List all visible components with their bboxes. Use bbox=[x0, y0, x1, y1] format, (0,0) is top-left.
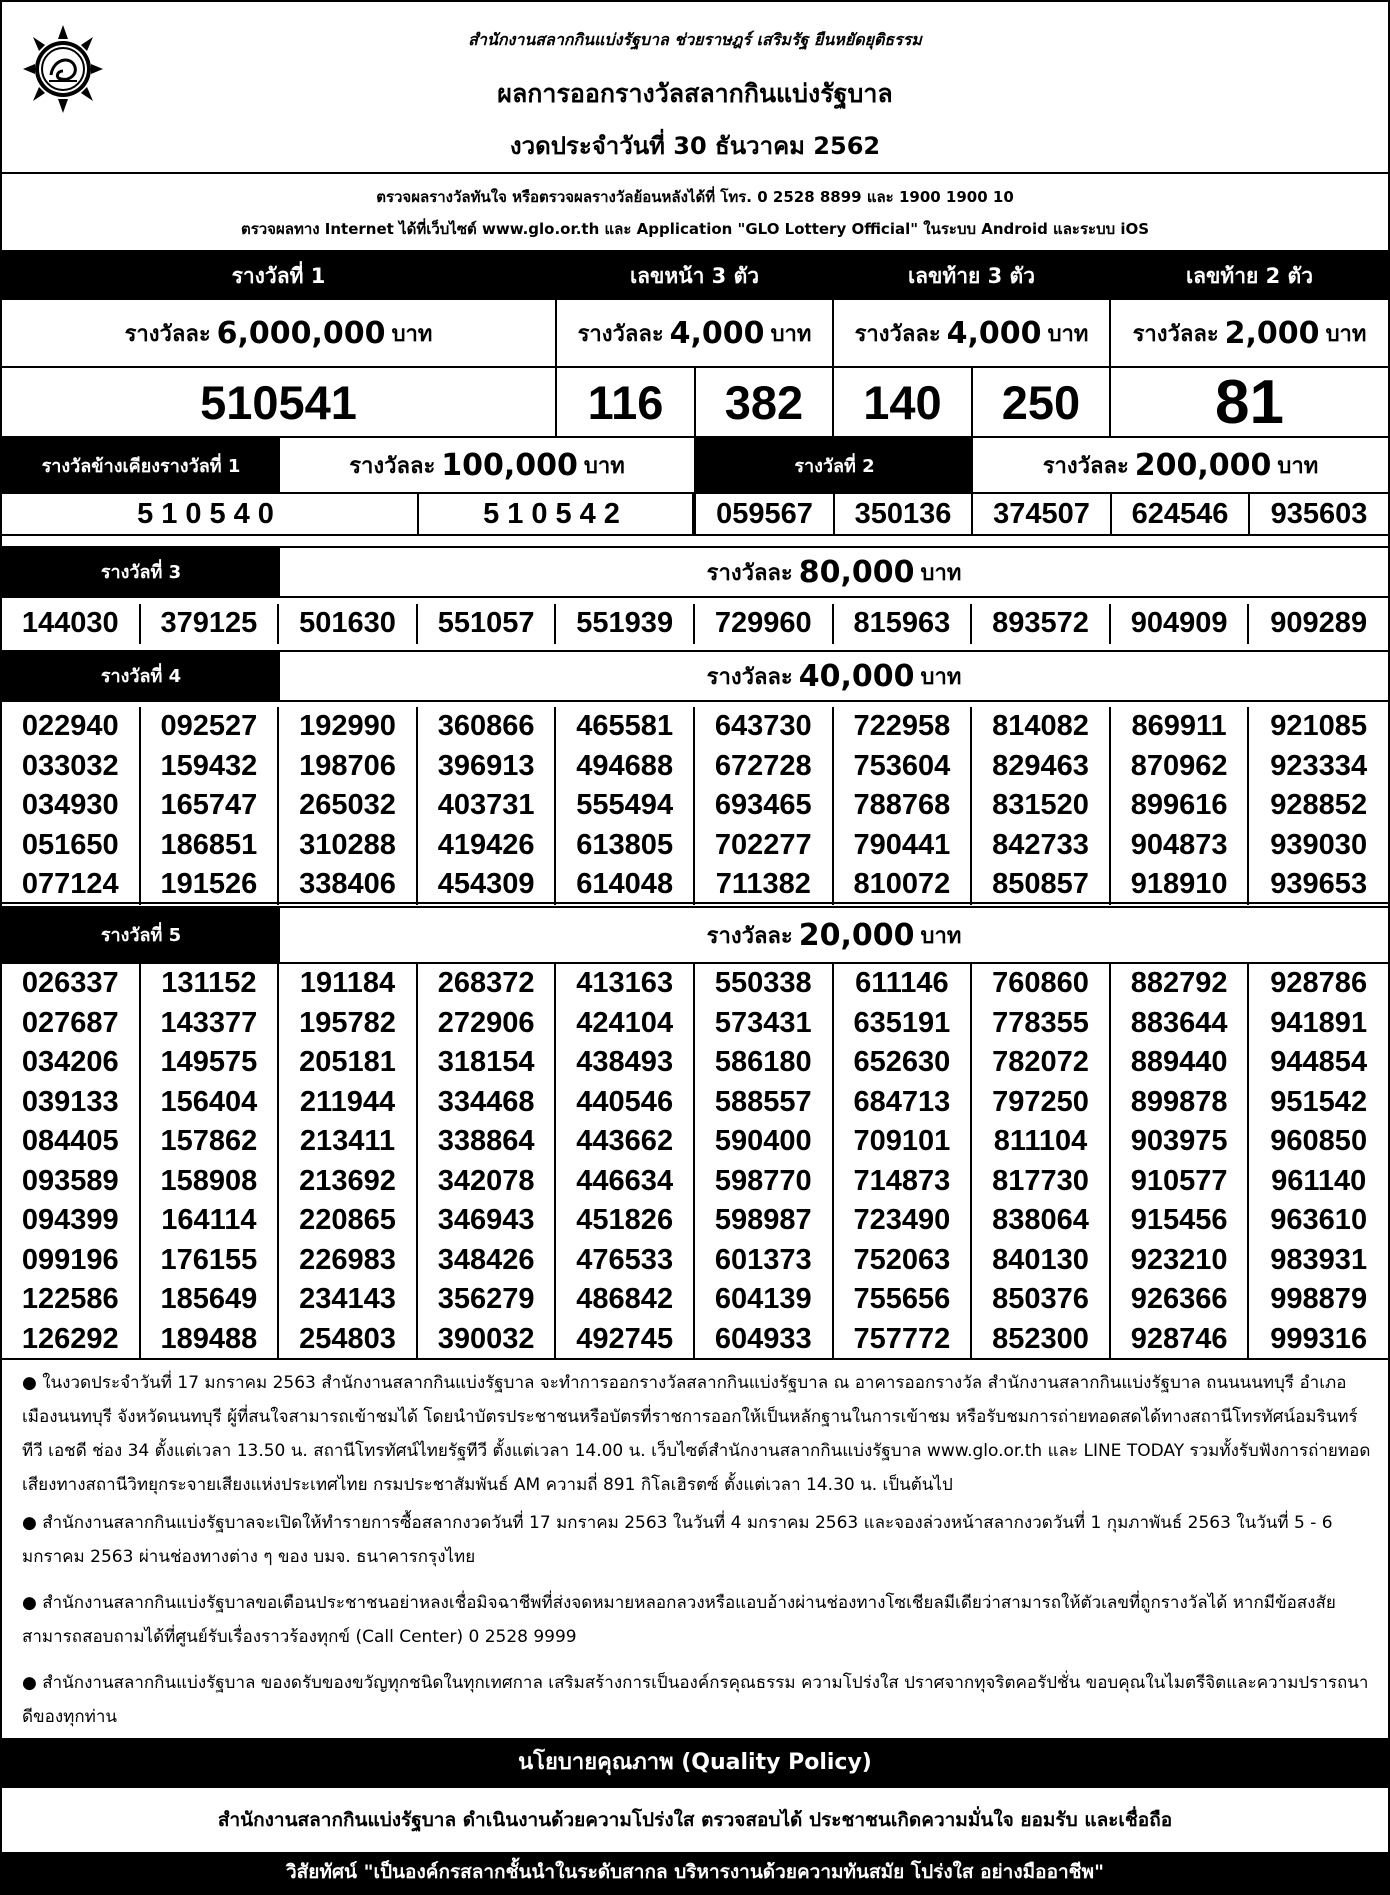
prize5-number: 723490 bbox=[834, 1201, 973, 1241]
prize5-number: 034206 bbox=[2, 1043, 141, 1083]
prize1-number: 510541 bbox=[2, 368, 557, 436]
announcement-note: ● สำนักงานสลากกินแบ่งรัฐบาล ของดรับของขวัญทุกชนิดในทุกเทศกาล เสริมสร้างการเป็นองค์กรคุณธรรม ความโปร่งใส ปราศจากทุจริตคอรัปชั่น ขอบคุณในไมตรีจิตและความปรารถนาดีของทุกท่าน bbox=[22, 1673, 1369, 1727]
prize5-number: 550338 bbox=[695, 964, 834, 1004]
amount-value: 20,000 bbox=[798, 917, 915, 953]
prize4-number: 939653 bbox=[1270, 868, 1368, 900]
prize4-number: 198706 bbox=[279, 747, 418, 787]
prize5-number: 757772 bbox=[834, 1320, 973, 1360]
amount-value: 4,000 bbox=[946, 315, 1042, 351]
prize3-title: รางวัลที่ 3 bbox=[2, 546, 280, 596]
prize4-number: 672728 bbox=[695, 747, 834, 787]
prize5-number: 882792 bbox=[1111, 964, 1250, 1004]
prize5-number: 586180 bbox=[695, 1043, 834, 1083]
prize4-number: 051650 bbox=[2, 826, 141, 866]
prize5-number: 272906 bbox=[418, 1004, 557, 1044]
amount-value: 80,000 bbox=[798, 554, 915, 590]
prize5-number: 492745 bbox=[556, 1320, 695, 1360]
prize5-number: 084405 bbox=[2, 1122, 141, 1162]
org-slogan: สำนักงานสลากกินแบ่งรัฐบาล ช่วยราษฎร์ เสริมรัฐ ยืนหยัดยุติธรรม bbox=[468, 30, 922, 49]
front3-amount bbox=[557, 300, 834, 368]
prize5-number: 185649 bbox=[141, 1280, 280, 1320]
prize5-number: 176155 bbox=[141, 1241, 280, 1281]
prize4-amount bbox=[280, 650, 1388, 700]
prize3-number: 904909 bbox=[1111, 604, 1250, 644]
announcement-note: ● ในงวดประจำวันที่ 17 มกราคม 2563 สำนักงานสลากกินแบ่งรัฐบาล จะทำการออกรางวัลสลากกินแบ่งรัฐบาล ณ อาคารออกรางวัล สำนักงานสลากกินแบ่งรัฐบาล ถนนนนทบุรี อำเภอเมืองนนทบุรี จังหวัดนนทบุรี ผู้ที่สนใจสามารถเข้าชมได้ โดยนำบัตรประชาชนหรือบัตรที่ราชการออกให้เป็นหลักฐานในการเข้าชม หรือรับชมการถ่ายทอดสดได้ทางสถานีโทรทัศน์อมรินทร์ทีวี เอชดี ช่อง 34 ตั้งแต่เวลา 13.50 น. สถานีโทรทัศน์ไทยรัฐทีวี ตั้งแต่เวลา 14.00 น. เว็บไซต์สำนักงานสลากกินแบ่งรัฐบาล www.glo.or.th และ LINE TODAY รวมทั้งรับฟังการถ่ายทอดเสียงทางสถานีวิทยุกระจายเสียงแห่งประเทศไทย กรมประชาสัมพันธ์ AM ความถี่ 891 กิโลเฮิรตซ์ ตั้งแต่เวลา 14.30 น. เป็นต้นไป bbox=[22, 1373, 1371, 1495]
prize4-number: 870962 bbox=[1111, 747, 1250, 787]
prize5-number: 195782 bbox=[279, 1004, 418, 1044]
prize5-number: 611146 bbox=[834, 964, 973, 1004]
prize5-number: 220865 bbox=[279, 1201, 418, 1241]
prize4-number: 077124 bbox=[2, 865, 141, 905]
amount-unit: บาท bbox=[1325, 321, 1367, 347]
prize4-number: 165747 bbox=[141, 786, 280, 826]
prize5-number: 486842 bbox=[556, 1280, 695, 1320]
quality-policy-title: นโยบายคุณภาพ (Quality Policy) bbox=[2, 1738, 1388, 1788]
prize5-number: 390032 bbox=[418, 1320, 557, 1360]
prize4-number: 265032 bbox=[279, 786, 418, 826]
prize5-number: 438493 bbox=[556, 1043, 695, 1083]
prize5-number: 443662 bbox=[556, 1122, 695, 1162]
prize5-number: 268372 bbox=[418, 964, 557, 1004]
prize4-number: 842733 bbox=[972, 826, 1111, 866]
prize5-number: 941891 bbox=[1270, 1006, 1368, 1039]
prize5-number: 755656 bbox=[834, 1280, 973, 1320]
prize2-number: 350136 bbox=[835, 492, 973, 536]
prize5-number: 838064 bbox=[972, 1201, 1111, 1241]
amount-unit: บาท bbox=[583, 453, 625, 479]
prize2-number: 374507 bbox=[973, 492, 1112, 536]
prize5-number: 782072 bbox=[972, 1043, 1111, 1083]
prize5-title: รางวัลที่ 5 bbox=[2, 906, 280, 962]
prize5-number: 817730 bbox=[972, 1162, 1111, 1202]
announcement-note: ● สำนักงานสลากกินแบ่งรัฐบาลขอเตือนประชาชนอย่าหลงเชื่อมิจฉาชีพที่ส่งจดหมายหลอกลวงหรือแอบอ้างผ่านช่องทางโซเชียลมีเดียว่าสามารถให้ตัวเลขที่ถูกรางวัลได้ หากมีข้อสงสัย สามารถสอบถามได้ที่ศูนย์รับเรื่องราวร้องทุกข์ (Call Center) 0 2528 9999 bbox=[22, 1593, 1336, 1647]
prize4-grid bbox=[2, 700, 1388, 904]
prize5-number: 883644 bbox=[1111, 1004, 1250, 1044]
prize4-number: 555494 bbox=[556, 786, 695, 826]
prize5-number: 156404 bbox=[141, 1083, 280, 1123]
prize5-number: 213411 bbox=[279, 1122, 418, 1162]
front3-title: เลขหน้า 3 ตัว bbox=[557, 252, 834, 300]
prize5-number: 213692 bbox=[279, 1162, 418, 1202]
amount-prefix: รางวัลละ bbox=[349, 453, 436, 479]
prize5-number: 760860 bbox=[972, 964, 1111, 1004]
prize5-grid bbox=[2, 962, 1388, 1358]
prize4-number: 693465 bbox=[695, 786, 834, 826]
prize5-number: 346943 bbox=[418, 1201, 557, 1241]
prize5-number: 840130 bbox=[972, 1241, 1111, 1281]
contact-info bbox=[2, 174, 1388, 252]
prize5-number: 338864 bbox=[418, 1122, 557, 1162]
prize3-number: 379125 bbox=[141, 604, 280, 644]
prize5-number: 424104 bbox=[556, 1004, 695, 1044]
prize4-number: 722958 bbox=[834, 707, 973, 747]
prize5-number: 852300 bbox=[972, 1320, 1111, 1360]
prize5-number: 205181 bbox=[279, 1043, 418, 1083]
prize4-number: 186851 bbox=[141, 826, 280, 866]
prize4-number: 494688 bbox=[556, 747, 695, 787]
prize4-number: 403731 bbox=[418, 786, 557, 826]
prize5-number: 446634 bbox=[556, 1162, 695, 1202]
prize4-number: 904873 bbox=[1111, 826, 1250, 866]
prize4-number: 899616 bbox=[1111, 786, 1250, 826]
announcements bbox=[2, 1358, 1388, 1740]
prize4-number: 034930 bbox=[2, 786, 141, 826]
prize5-number: 588557 bbox=[695, 1083, 834, 1123]
prize3-number: 501630 bbox=[279, 604, 418, 644]
contact-phone-line: ตรวจผลรางวัลทันใจ หรือตรวจผลรางวัลย้อนหลังได้ที่ โทร. 0 2528 8899 และ 1900 1900 10 bbox=[376, 188, 1014, 206]
amount-value: 200,000 bbox=[1134, 447, 1272, 483]
prize5-number: 899878 bbox=[1111, 1083, 1250, 1123]
prize2-number: 935603 bbox=[1250, 492, 1388, 536]
amount-unit: บาท bbox=[920, 664, 962, 690]
prize2-amount bbox=[973, 436, 1388, 492]
prize5-number: 923210 bbox=[1111, 1241, 1250, 1281]
prize4-number: 702277 bbox=[695, 826, 834, 866]
front3-number-2: 382 bbox=[696, 368, 834, 436]
prize5-number: 928786 bbox=[1270, 967, 1368, 999]
prize5-number: 164114 bbox=[141, 1201, 280, 1241]
prize5-number: 811104 bbox=[972, 1122, 1111, 1162]
prize5-number: 778355 bbox=[972, 1004, 1111, 1044]
prize5-number: 903975 bbox=[1111, 1122, 1250, 1162]
amount-prefix: รางวัลละ bbox=[124, 321, 211, 347]
prize5-number: 342078 bbox=[418, 1162, 557, 1202]
prize5-number: 348426 bbox=[418, 1241, 557, 1281]
amount-prefix: รางวัลละ bbox=[854, 321, 941, 347]
last3-title: เลขท้าย 3 ตัว bbox=[834, 252, 1111, 300]
prize5-number: 356279 bbox=[418, 1280, 557, 1320]
prize5-number: 026337 bbox=[2, 964, 141, 1004]
announcement-note: ● สำนักงานสลากกินแบ่งรัฐบาลจะเปิดให้ทำรายการซื้อสลากงวดวันที่ 17 มกราคม 2563 ในวันที่ 4 มกราคม 2563 และจองล่วงหน้าสลากงวดวันที่ 1 กุมภาพันธ์ 2563 ในวันที่ 5 - 6 มกราคม 2563 ผ่านช่องทางต่าง ๆ ของ บมจ. ธนาคารกรุงไทย bbox=[22, 1513, 1333, 1567]
prize5-number: 752063 bbox=[834, 1241, 973, 1281]
prize4-number: 454309 bbox=[418, 865, 557, 905]
prize5-number: 889440 bbox=[1111, 1043, 1250, 1083]
amount-unit: บาท bbox=[920, 560, 962, 586]
prize4-number: 092527 bbox=[141, 707, 280, 747]
prize4-number: 753604 bbox=[834, 747, 973, 787]
prize2-number: 059567 bbox=[696, 492, 835, 536]
amount-prefix: รางวัลละ bbox=[706, 560, 793, 586]
prize5-number: 413163 bbox=[556, 964, 695, 1004]
vision-statement: วิสัยทัศน์ "เป็นองค์กรสลากชั้นนำในระดับสากล บริหารงานด้วยความทันสมัย โปร่งใส อย่างมืออาชีพ" bbox=[2, 1852, 1388, 1893]
amount-value: 4,000 bbox=[669, 315, 765, 351]
prize5-number: 928746 bbox=[1111, 1320, 1250, 1360]
prize1-title: รางวัลที่ 1 bbox=[2, 252, 557, 300]
prize4-number: 921085 bbox=[1270, 710, 1368, 742]
prize4-number: 614048 bbox=[556, 865, 695, 905]
prize5-number: 093589 bbox=[2, 1162, 141, 1202]
prize4-number: 643730 bbox=[695, 707, 834, 747]
prize5-number: 131152 bbox=[141, 964, 280, 1004]
prize4-number: 613805 bbox=[556, 826, 695, 866]
last2-number: 81 bbox=[1215, 368, 1284, 436]
prize4-number: 829463 bbox=[972, 747, 1111, 787]
amount-prefix: รางวัลละ bbox=[1132, 321, 1219, 347]
prize3-number: 144030 bbox=[2, 604, 141, 644]
prize5-number: 944854 bbox=[1270, 1046, 1368, 1078]
near1-number-2: 510542 bbox=[419, 492, 696, 536]
prize5-number: 714873 bbox=[834, 1162, 973, 1202]
prize5-number: 191184 bbox=[279, 964, 418, 1004]
prize4-number: 928852 bbox=[1270, 789, 1368, 821]
near1-amount bbox=[280, 436, 696, 492]
prize1-amount bbox=[2, 300, 557, 368]
prize5-number: 915456 bbox=[1111, 1201, 1250, 1241]
prize4-number: 159432 bbox=[141, 747, 280, 787]
prize5-number: 334468 bbox=[418, 1083, 557, 1123]
amount-prefix: รางวัลละ bbox=[577, 321, 664, 347]
prize5-number: 604139 bbox=[695, 1280, 834, 1320]
header bbox=[2, 2, 1388, 174]
prize5-number: 189488 bbox=[141, 1320, 280, 1360]
last2-amount bbox=[1111, 300, 1388, 368]
prize3-number: 815963 bbox=[834, 604, 973, 644]
prize5-number: 573431 bbox=[695, 1004, 834, 1044]
prize4-number: 831520 bbox=[972, 786, 1111, 826]
prize5-number: 998879 bbox=[1270, 1283, 1368, 1315]
last3-number-1: 140 bbox=[834, 368, 973, 436]
prize5-number: 601373 bbox=[695, 1241, 834, 1281]
prize4-number: 192990 bbox=[279, 707, 418, 747]
prize3-number: 551057 bbox=[418, 604, 557, 644]
prize2-title: รางวัลที่ 2 bbox=[696, 436, 973, 492]
prize4-number: 310288 bbox=[279, 826, 418, 866]
near1-number-1: 510540 bbox=[2, 492, 419, 536]
prize3-number: 909289 bbox=[1270, 607, 1368, 640]
prize4-number: 191526 bbox=[141, 865, 280, 905]
amount-prefix: รางวัลละ bbox=[706, 664, 793, 690]
amount-value: 2,000 bbox=[1224, 315, 1320, 351]
amount-prefix: รางวัลละ bbox=[706, 923, 793, 949]
prize5-number: 684713 bbox=[834, 1083, 973, 1123]
prize4-number: 033032 bbox=[2, 747, 141, 787]
amount-unit: บาท bbox=[391, 321, 433, 347]
prize5-number: 094399 bbox=[2, 1201, 141, 1241]
prize5-number: 709101 bbox=[834, 1122, 973, 1162]
draw-date: งวดประจำวันที่ 30 ธันวาคม 2562 bbox=[509, 132, 881, 160]
prize4-number: 939030 bbox=[1270, 828, 1368, 861]
last2-title: เลขท้าย 2 ตัว bbox=[1111, 252, 1388, 300]
prize5-amount bbox=[280, 906, 1388, 962]
prize5-number: 604933 bbox=[695, 1320, 834, 1360]
prize4-number: 465581 bbox=[556, 707, 695, 747]
amount-value: 100,000 bbox=[441, 447, 578, 483]
prize4-number: 810072 bbox=[834, 865, 973, 905]
prize4-number: 788768 bbox=[834, 786, 973, 826]
page-title: ผลการออกรางวัลสลากกินแบ่งรัฐบาล bbox=[497, 79, 893, 108]
prize5-number: 234143 bbox=[279, 1280, 418, 1320]
prize4-number: 869911 bbox=[1111, 707, 1250, 747]
prize5-number: 318154 bbox=[418, 1043, 557, 1083]
prize5-number: 027687 bbox=[2, 1004, 141, 1044]
prize5-number: 122586 bbox=[2, 1280, 141, 1320]
prize5-number: 910577 bbox=[1111, 1162, 1250, 1202]
prize5-number: 440546 bbox=[556, 1083, 695, 1123]
amount-unit: บาท bbox=[770, 321, 812, 347]
prize5-number: 983931 bbox=[1270, 1243, 1368, 1276]
prize5-number: 926366 bbox=[1111, 1280, 1250, 1320]
prize2-number: 624546 bbox=[1112, 492, 1250, 536]
prize4-number: 419426 bbox=[418, 826, 557, 866]
prize5-number: 960850 bbox=[1270, 1125, 1368, 1157]
prize5-number: 099196 bbox=[2, 1241, 141, 1281]
amount-unit: บาท bbox=[1277, 453, 1319, 479]
prize5-number: 951542 bbox=[1270, 1085, 1368, 1118]
contact-web-line: ตรวจผลทาง Internet ได้ที่เว็บไซต์ www.glo.or.th และ Application "GLO Lottery Official" ในระบบ Android และระบบ iOS bbox=[240, 220, 1150, 238]
prize3-amount bbox=[280, 546, 1388, 596]
prize5-number: 850376 bbox=[972, 1280, 1111, 1320]
prize4-number: 790441 bbox=[834, 826, 973, 866]
prize5-number: 158908 bbox=[141, 1162, 280, 1202]
prize4-number: 022940 bbox=[2, 707, 141, 747]
prize5-number: 157862 bbox=[141, 1122, 280, 1162]
prize5-number: 635191 bbox=[834, 1004, 973, 1044]
near1-title: รางวัลข้างเคียงรางวัลที่ 1 bbox=[2, 436, 280, 492]
prize4-number: 338406 bbox=[279, 865, 418, 905]
prize5-number: 226983 bbox=[279, 1241, 418, 1281]
prize5-number: 143377 bbox=[141, 1004, 280, 1044]
prize5-number: 451826 bbox=[556, 1201, 695, 1241]
prize3-grid bbox=[2, 596, 1388, 652]
prize5-number: 254803 bbox=[279, 1320, 418, 1360]
amount-value: 6,000,000 bbox=[216, 315, 386, 351]
last3-number-2: 250 bbox=[973, 368, 1111, 436]
quality-policy-text: สำนักงานสลากกินแบ่งรัฐบาล ดำเนินงานด้วยความโปร่งใส ตรวจสอบได้ ประชาชนเกิดความมั่นใจ ยอมรับ และเชื่อถือ bbox=[217, 1809, 1173, 1831]
amount-unit: บาท bbox=[920, 923, 962, 949]
prize5-number: 999316 bbox=[1270, 1322, 1368, 1355]
amount-unit: บาท bbox=[1047, 321, 1089, 347]
prize5-number: 963610 bbox=[1270, 1204, 1368, 1236]
last3-amount bbox=[834, 300, 1111, 368]
prize3-number: 893572 bbox=[972, 604, 1111, 644]
amount-value: 40,000 bbox=[798, 658, 915, 694]
prize5-number: 598987 bbox=[695, 1201, 834, 1241]
prize5-number: 961140 bbox=[1271, 1164, 1367, 1197]
amount-prefix: รางวัลละ bbox=[1042, 453, 1129, 479]
prize4-number: 360866 bbox=[418, 707, 557, 747]
prize5-number: 149575 bbox=[141, 1043, 280, 1083]
prize4-number: 918910 bbox=[1111, 865, 1250, 905]
prize5-number: 598770 bbox=[695, 1162, 834, 1202]
prize4-title: รางวัลที่ 4 bbox=[2, 650, 280, 700]
prize4-number: 814082 bbox=[972, 707, 1111, 747]
prize4-number: 923334 bbox=[1270, 749, 1368, 782]
prize3-number: 729960 bbox=[695, 604, 834, 644]
front3-number-1: 116 bbox=[557, 368, 696, 436]
prize3-number: 551939 bbox=[556, 604, 695, 644]
prize4-number: 850857 bbox=[972, 865, 1111, 905]
prize4-number: 711382 bbox=[695, 865, 834, 905]
prize5-number: 126292 bbox=[2, 1320, 141, 1360]
prize5-number: 211944 bbox=[279, 1083, 418, 1123]
prize4-number: 396913 bbox=[418, 747, 557, 787]
prize5-number: 652630 bbox=[834, 1043, 973, 1083]
prize5-number: 590400 bbox=[695, 1122, 834, 1162]
prize5-number: 039133 bbox=[2, 1083, 141, 1123]
prize5-number: 476533 bbox=[556, 1241, 695, 1281]
prize5-number: 797250 bbox=[972, 1083, 1111, 1123]
